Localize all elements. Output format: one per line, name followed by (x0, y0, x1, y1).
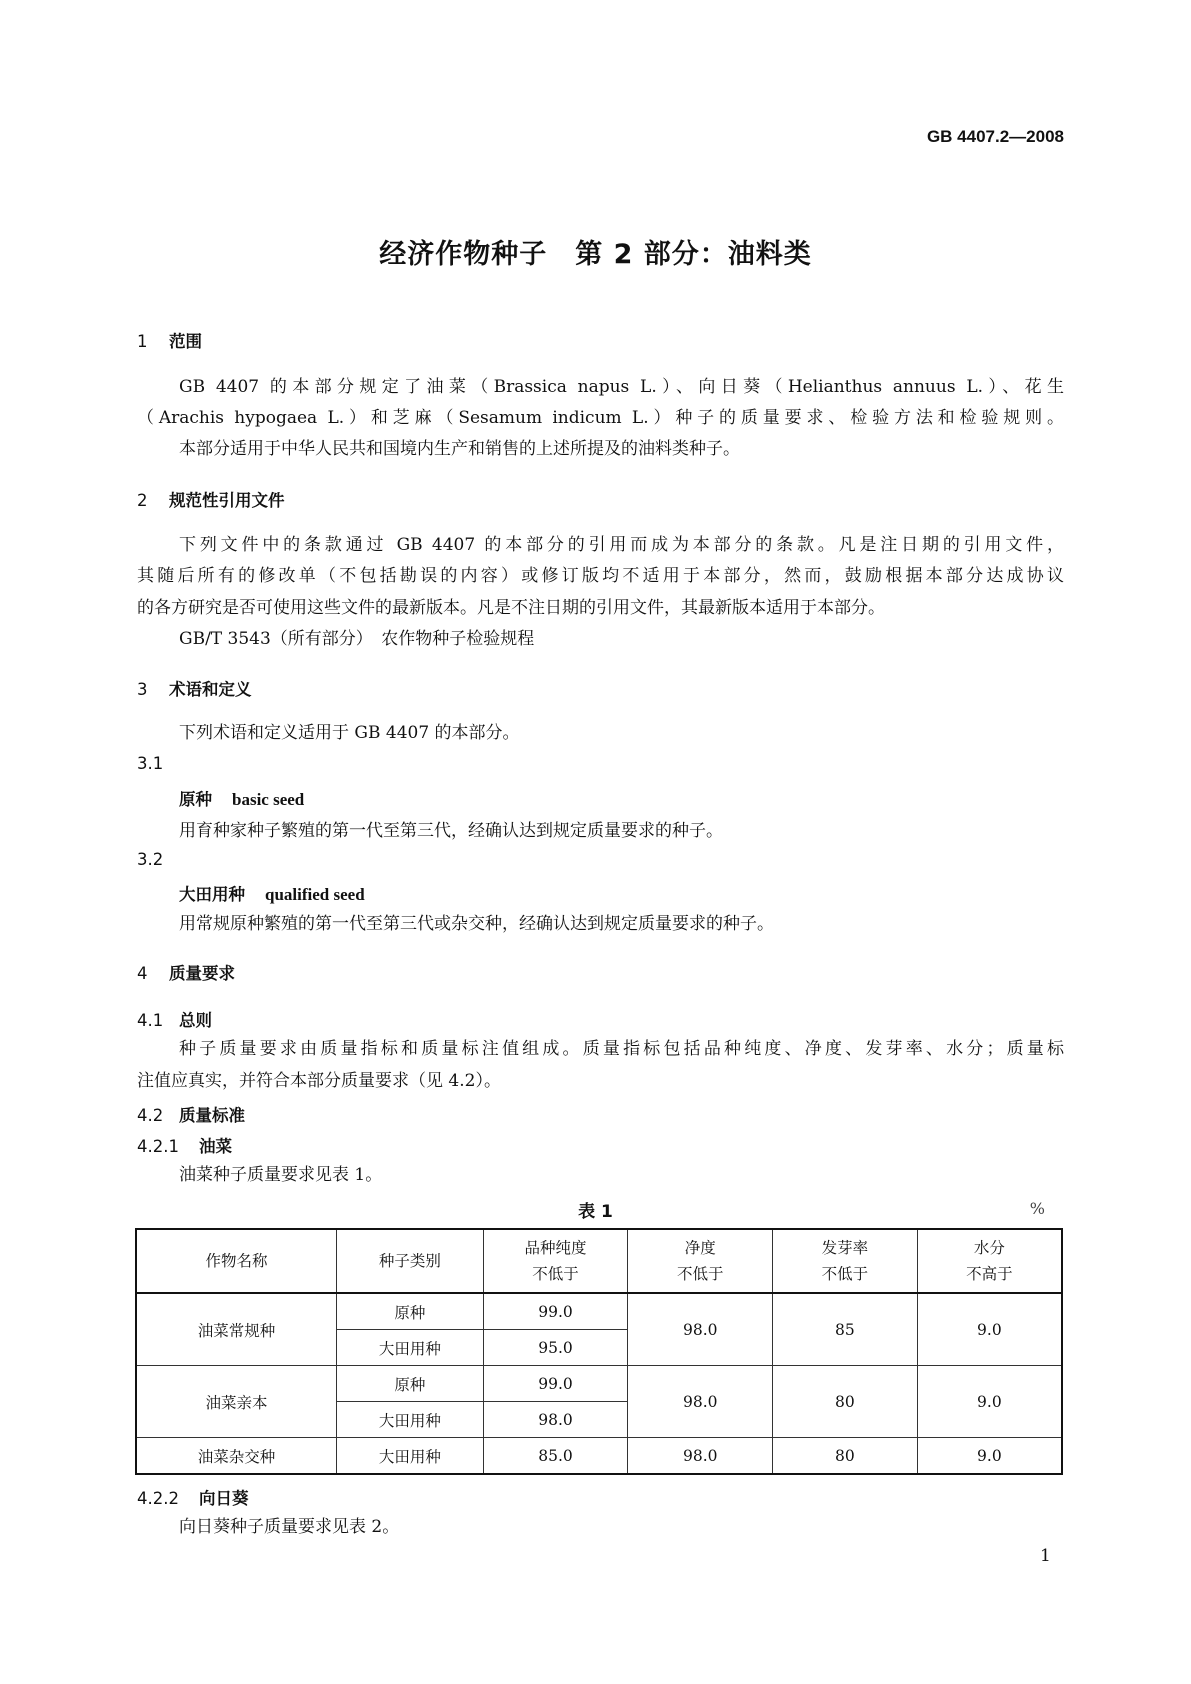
term-heading (179, 881, 365, 905)
type-cell: 大田用种 (337, 1402, 484, 1438)
crop-cell: 油菜常规种 (136, 1293, 337, 1366)
section-number: 4.2.1 (137, 1137, 179, 1156)
purity-cell: 98.0 (483, 1402, 628, 1438)
paragraph-line: 本部分适用于中华人民共和国境内生产和销售的上述所提及的油料类种子。 (179, 439, 740, 459)
header-germination: 发芽率 不低于 (773, 1229, 918, 1293)
section-4-1-heading (137, 1007, 212, 1031)
term-zh: 大田用种 (179, 885, 245, 904)
paragraph-line: （Arachis hypogaea L.）和芝麻（Sesamum indicum L.）种子的质量要求、检验方法和检验规则。 (137, 408, 1064, 428)
header-type: 种子类别 (337, 1229, 484, 1293)
purity-cell: 99.0 (483, 1366, 628, 1402)
moisture-cell: 9.0 (917, 1438, 1062, 1475)
section-number: 3 (137, 680, 148, 699)
section-number: 2 (137, 491, 148, 510)
table-row (136, 1438, 1062, 1475)
header-clean: 净度 不低于 (628, 1229, 773, 1293)
document-code: GB 4407.2—2008 (926, 127, 1064, 146)
section-2-heading (137, 487, 285, 511)
section-number: 4.2 (137, 1106, 164, 1125)
type-cell: 原种 (337, 1293, 484, 1330)
paragraph-line: 注值应真实，并符合本部分质量要求（见 4.2）。 (137, 1071, 501, 1091)
header-moisture: 水分 不高于 (917, 1229, 1062, 1293)
germination-cell: 85 (773, 1293, 918, 1366)
term-number: 3.2 (137, 850, 164, 869)
page-title: 经济作物种子 第 2 部分：油料类 (379, 239, 812, 270)
type-cell: 大田用种 (337, 1438, 484, 1475)
section-4-heading (137, 960, 235, 984)
header-purity: 品种纯度 不低于 (483, 1229, 628, 1293)
table-row (136, 1293, 1062, 1330)
table-caption: 表 1 (578, 1202, 613, 1222)
paragraph-line: 其随后所有的修改单（不包括勘误的内容）或修订版均不适用于本部分，然而，鼓励根据本部分达成协议 (137, 566, 1064, 586)
type-cell: 原种 (337, 1366, 484, 1402)
term-definition: 用育种家种子繁殖的第一代至第三代，经确认达到规定质量要求的种子。 (179, 821, 723, 841)
section-title: 规范性引用文件 (169, 491, 285, 510)
purity-cell: 85.0 (483, 1438, 628, 1475)
section-title: 向日葵 (199, 1489, 249, 1508)
term-definition: 用常规原种繁殖的第一代至第三代或杂交种，经确认达到规定质量要求的种子。 (179, 914, 774, 934)
section-1-heading (137, 328, 202, 352)
type-cell: 大田用种 (337, 1330, 484, 1366)
section-title: 质量标准 (179, 1106, 245, 1125)
germination-cell: 80 (773, 1438, 918, 1475)
section-title: 油菜 (199, 1137, 232, 1156)
term-number: 3.1 (137, 754, 164, 773)
purity-cell: 95.0 (483, 1330, 628, 1366)
section-4-2-2-heading (137, 1485, 249, 1509)
clean-cell: 98.0 (628, 1366, 773, 1438)
section-number: 4.2.2 (137, 1489, 179, 1508)
section-4-2-heading (137, 1102, 245, 1126)
term-zh: 原种 (179, 790, 212, 809)
paragraph-line: 下列文件中的条款通过 GB 4407 的本部分的引用而成为本部分的条款。凡是注日期的引用文件， (179, 535, 1064, 555)
paragraph-line: 的各方研究是否可使用这些文件的最新版本。凡是不注日期的引用文件，其最新版本适用于本部分。 (137, 598, 885, 618)
paragraph-line: 下列术语和定义适用于 GB 4407 的本部分。 (179, 723, 520, 743)
section-title: 总则 (179, 1011, 212, 1030)
section-3-heading (137, 676, 252, 700)
paragraph-line: GB 4407 的本部分规定了油菜（Brassica napus L.）、向日葵（Helianthus annuus L.）、花生 (179, 377, 1064, 397)
table-unit: % (1029, 1199, 1045, 1218)
term-en: qualified seed (265, 885, 365, 904)
page-number: 1 (1040, 1546, 1051, 1566)
section-number: 1 (137, 332, 148, 351)
clean-cell: 98.0 (628, 1438, 773, 1475)
paragraph-line: 种子质量要求由质量指标和质量标注值组成。质量指标包括品种纯度、净度、发芽率、水分；质量标 (179, 1039, 1064, 1059)
section-title: 质量要求 (169, 964, 235, 983)
reference-item: GB/T 3543（所有部分） 农作物种子检验规程 (179, 629, 535, 649)
paragraph-line: 向日葵种子质量要求见表 2。 (179, 1517, 400, 1537)
seed-quality-table (135, 1228, 1063, 1475)
germination-cell: 80 (773, 1366, 918, 1438)
purity-cell: 99.0 (483, 1293, 628, 1330)
table-row (136, 1366, 1062, 1402)
header-crop: 作物名称 (136, 1229, 337, 1293)
section-title: 范围 (169, 332, 202, 351)
moisture-cell: 9.0 (917, 1293, 1062, 1366)
crop-cell: 油菜杂交种 (136, 1438, 337, 1475)
clean-cell: 98.0 (628, 1293, 773, 1366)
table-header-row (136, 1229, 1062, 1293)
section-number: 4 (137, 964, 148, 983)
term-heading (179, 786, 304, 810)
crop-cell: 油菜亲本 (136, 1366, 337, 1438)
paragraph-line: 油菜种子质量要求见表 1。 (179, 1165, 383, 1185)
term-en: basic seed (232, 790, 305, 809)
section-number: 4.1 (137, 1011, 164, 1030)
section-title: 术语和定义 (169, 680, 252, 699)
section-4-2-1-heading (137, 1133, 232, 1157)
moisture-cell: 9.0 (917, 1366, 1062, 1438)
